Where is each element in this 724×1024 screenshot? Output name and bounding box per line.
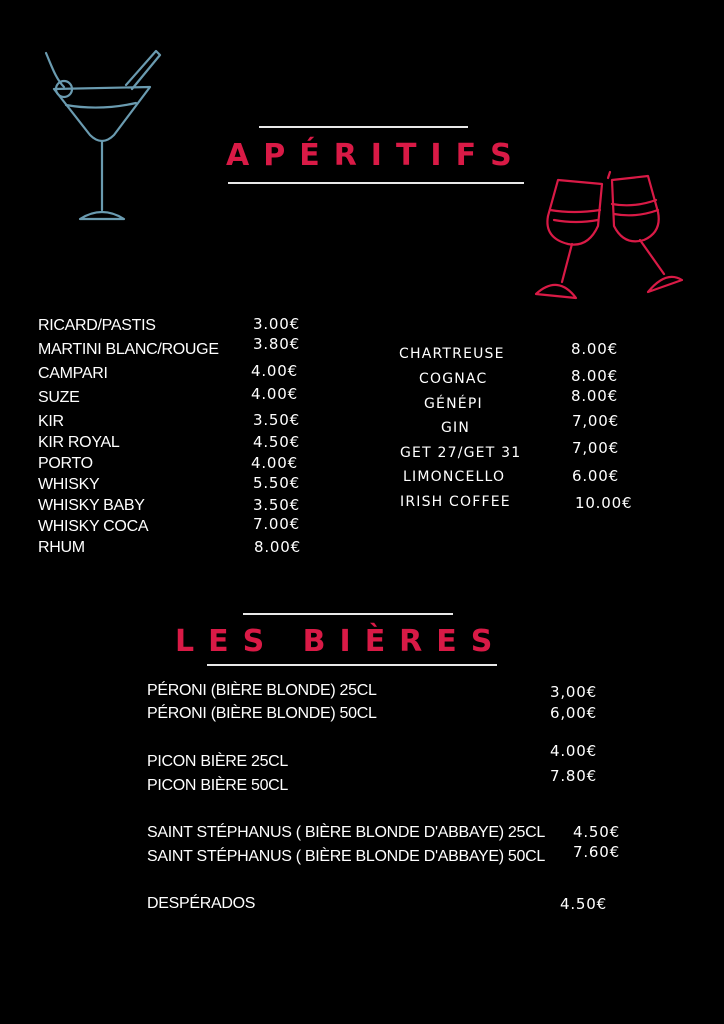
- cocktail-glass-icon: [40, 45, 165, 230]
- menu-item-name: KIR ROYAL: [38, 434, 120, 451]
- menu-item-price: 4.00€: [251, 362, 298, 380]
- menu-item-name: WHISKY: [38, 476, 100, 493]
- menu-item-name: SAINT STÉPHANUS ( BIÈRE BLONDE D'ABBAYE) 50CL: [147, 848, 545, 865]
- menu-item-name: MARTINI BLANC/ROUGE: [38, 341, 219, 358]
- aperitifs-bottom-rule: [228, 182, 524, 184]
- menu-item-price: 4.00€: [251, 454, 298, 472]
- menu-item-name: KIR: [38, 413, 64, 430]
- menu-item-price: 6.00€: [572, 467, 619, 485]
- menu-item-name: COGNAC: [419, 371, 488, 387]
- menu-item-price: 4.50€: [253, 433, 300, 451]
- menu-item-name: WHISKY BABY: [38, 497, 145, 514]
- menu-item-price: 4.00€: [550, 742, 597, 760]
- menu-item-price: 7,00€: [572, 412, 619, 430]
- menu-item-price: 7.60€: [573, 843, 620, 861]
- menu-item-price: 3.50€: [253, 496, 300, 514]
- menu-item-name: PORTO: [38, 455, 93, 472]
- aperitifs-top-rule: [259, 126, 468, 128]
- menu-item-price: 7,00€: [572, 439, 619, 457]
- menu-item-name: SUZE: [38, 389, 80, 406]
- wine-glasses-toast-icon: [528, 170, 688, 310]
- menu-item-name: GIN: [441, 420, 471, 436]
- menu-item-name: PICON BIÈRE 25CL: [147, 753, 289, 770]
- aperitifs-title: APÉRITIFS: [226, 138, 526, 173]
- menu-item-price: 8.00€: [571, 387, 618, 405]
- menu-item-price: 8.00€: [571, 340, 618, 358]
- menu-item-price: 4.00€: [251, 385, 298, 403]
- menu-item-price: 3,00€: [550, 683, 597, 701]
- menu-item-price: 8.00€: [254, 538, 301, 556]
- menu-item-name: RICARD/PASTIS: [38, 317, 156, 334]
- menu-item-name: SAINT STÉPHANUS ( BIÈRE BLONDE D'ABBAYE) 25CL: [147, 824, 545, 841]
- menu-item-name: LIMONCELLO: [403, 469, 506, 485]
- menu-item-name: CHARTREUSE: [399, 346, 505, 362]
- menu-item-name: GÉNÉPI: [424, 396, 483, 412]
- menu-item-name: RHUM: [38, 539, 85, 556]
- bieres-title: LES BIÈRES: [175, 624, 507, 659]
- menu-item-price: 5.50€: [253, 474, 300, 492]
- menu-item-name: PICON BIÈRE 50CL: [147, 777, 289, 794]
- menu-item-name: WHISKY COCA: [38, 518, 149, 535]
- menu-item-name: PÉRONI (BIÈRE BLONDE) 25CL: [147, 682, 377, 699]
- menu-item-name: IRISH COFFEE: [400, 494, 511, 510]
- menu-item-name: PÉRONI (BIÈRE BLONDE) 50CL: [147, 705, 377, 722]
- bieres-top-rule: [243, 613, 453, 615]
- menu-item-price: 4.50€: [573, 823, 620, 841]
- menu-item-price: 6,00€: [550, 704, 597, 722]
- menu-item-price: 8.00€: [571, 367, 618, 385]
- menu-item-price: 7.80€: [550, 767, 597, 785]
- bieres-bottom-rule: [207, 664, 497, 666]
- menu-item-price: 3.80€: [253, 335, 300, 353]
- menu-item-price: 3.00€: [253, 315, 300, 333]
- menu-item-name: DESPÉRADOS: [147, 895, 256, 912]
- menu-item-name: GET 27/GET 31: [400, 445, 522, 461]
- menu-item-price: 10.00€: [575, 494, 633, 512]
- menu-item-price: 3.50€: [253, 411, 300, 429]
- menu-item-price: 7.00€: [253, 515, 300, 533]
- menu-item-name: CAMPARI: [38, 365, 108, 382]
- menu-item-price: 4.50€: [560, 895, 607, 913]
